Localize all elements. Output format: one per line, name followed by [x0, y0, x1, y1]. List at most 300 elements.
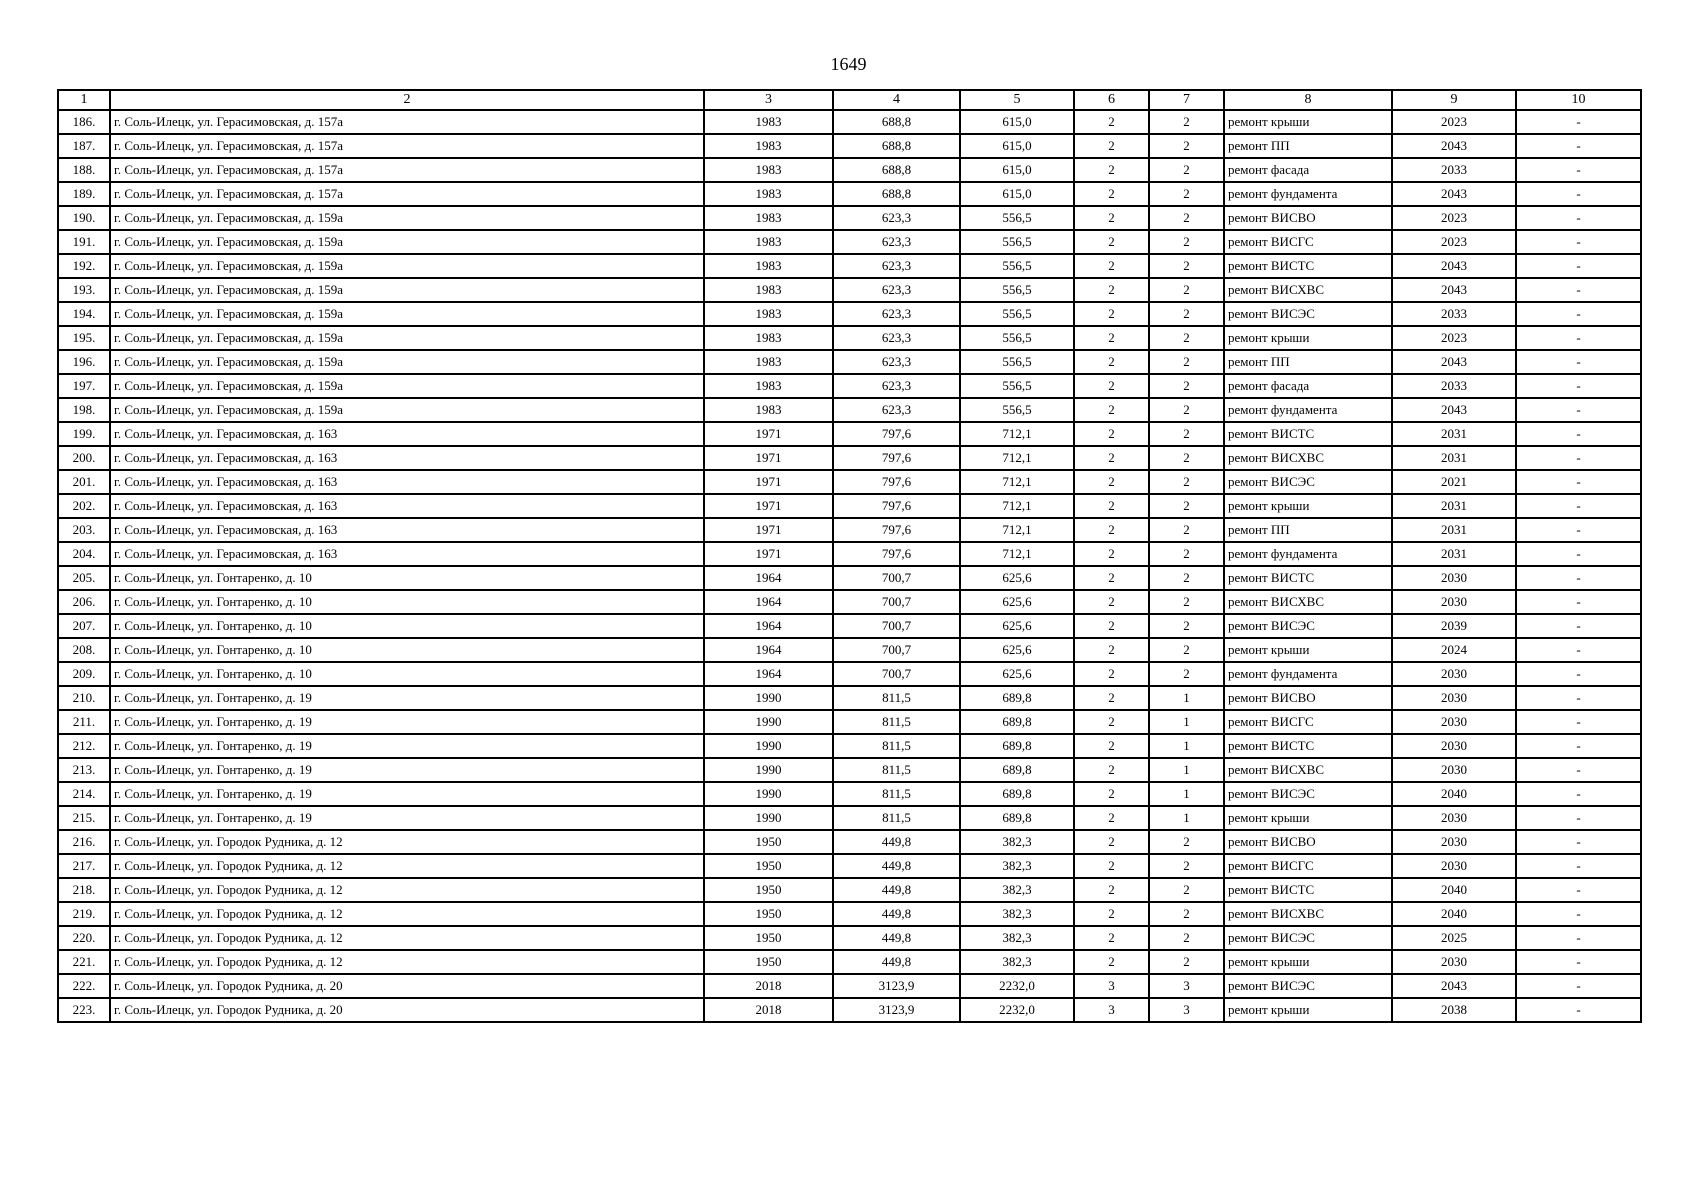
- total-area-cell: 811,5: [833, 710, 960, 734]
- note-cell: -: [1516, 374, 1641, 398]
- row-number-cell: 188.: [58, 158, 110, 182]
- total-area-cell: 688,8: [833, 182, 960, 206]
- table-row: [58, 518, 1641, 542]
- table-row: [58, 134, 1641, 158]
- total-area-cell: 449,8: [833, 950, 960, 974]
- table-row: [58, 782, 1641, 806]
- entrances-cell: 1: [1149, 734, 1224, 758]
- note-cell: -: [1516, 446, 1641, 470]
- planned-year-cell: 2030: [1392, 758, 1516, 782]
- row-number-cell: 198.: [58, 398, 110, 422]
- address-cell: г. Соль-Илецк, ул. Герасимовская, д. 159а: [110, 398, 704, 422]
- address-cell: г. Соль-Илецк, ул. Герасимовская, д. 157а: [110, 182, 704, 206]
- work-type-cell: ремонт фундамента: [1224, 182, 1392, 206]
- living-area-cell: 689,8: [960, 710, 1074, 734]
- floors-cell: 2: [1074, 158, 1149, 182]
- floors-cell: 2: [1074, 542, 1149, 566]
- row-number-cell: 215.: [58, 806, 110, 830]
- living-area-cell: 712,1: [960, 470, 1074, 494]
- row-number-cell: 211.: [58, 710, 110, 734]
- work-type-cell: ремонт фасада: [1224, 374, 1392, 398]
- year-built-cell: 1983: [704, 206, 833, 230]
- table-row: [58, 830, 1641, 854]
- planned-year-cell: 2030: [1392, 686, 1516, 710]
- entrances-cell: 2: [1149, 638, 1224, 662]
- address-cell: г. Соль-Илецк, ул. Городок Рудника, д. 12: [110, 926, 704, 950]
- floors-cell: 2: [1074, 662, 1149, 686]
- address-cell: г. Соль-Илецк, ул. Герасимовская, д. 159а: [110, 326, 704, 350]
- note-cell: -: [1516, 134, 1641, 158]
- address-cell: г. Соль-Илецк, ул. Городок Рудника, д. 12: [110, 902, 704, 926]
- address-cell: г. Соль-Илецк, ул. Герасимовская, д. 159а: [110, 374, 704, 398]
- address-cell: г. Соль-Илецк, ул. Герасимовская, д. 159а: [110, 278, 704, 302]
- living-area-cell: 382,3: [960, 950, 1074, 974]
- note-cell: -: [1516, 998, 1641, 1022]
- note-cell: -: [1516, 206, 1641, 230]
- address-cell: г. Соль-Илецк, ул. Герасимовская, д. 159а: [110, 206, 704, 230]
- floors-cell: 2: [1074, 782, 1149, 806]
- address-cell: г. Соль-Илецк, ул. Герасимовская, д. 163: [110, 494, 704, 518]
- planned-year-cell: 2043: [1392, 350, 1516, 374]
- row-number-cell: 222.: [58, 974, 110, 998]
- row-number-cell: 199.: [58, 422, 110, 446]
- total-area-cell: 700,7: [833, 662, 960, 686]
- floors-cell: 2: [1074, 806, 1149, 830]
- table-row: [58, 422, 1641, 446]
- total-area-cell: 811,5: [833, 758, 960, 782]
- housing-repair-table: [57, 89, 1642, 1023]
- living-area-cell: 382,3: [960, 854, 1074, 878]
- planned-year-cell: 2023: [1392, 206, 1516, 230]
- total-area-cell: 688,8: [833, 110, 960, 134]
- address-cell: г. Соль-Илецк, ул. Герасимовская, д. 163: [110, 446, 704, 470]
- table-row: [58, 662, 1641, 686]
- note-cell: -: [1516, 806, 1641, 830]
- living-area-cell: 556,5: [960, 302, 1074, 326]
- address-cell: г. Соль-Илецк, ул. Герасимовская, д. 159а: [110, 350, 704, 374]
- note-cell: -: [1516, 974, 1641, 998]
- table-row: [58, 254, 1641, 278]
- total-area-cell: 623,3: [833, 326, 960, 350]
- year-built-cell: 1971: [704, 422, 833, 446]
- living-area-cell: 556,5: [960, 278, 1074, 302]
- note-cell: -: [1516, 398, 1641, 422]
- entrances-cell: 1: [1149, 710, 1224, 734]
- year-built-cell: 1990: [704, 710, 833, 734]
- total-area-cell: 797,6: [833, 470, 960, 494]
- note-cell: -: [1516, 182, 1641, 206]
- row-number-cell: 210.: [58, 686, 110, 710]
- floors-cell: 2: [1074, 590, 1149, 614]
- planned-year-cell: 2040: [1392, 782, 1516, 806]
- floors-cell: 2: [1074, 422, 1149, 446]
- floors-cell: 2: [1074, 686, 1149, 710]
- row-number-cell: 193.: [58, 278, 110, 302]
- work-type-cell: ремонт фасада: [1224, 158, 1392, 182]
- total-area-cell: 700,7: [833, 638, 960, 662]
- table-row: [58, 758, 1641, 782]
- work-type-cell: ремонт крыши: [1224, 806, 1392, 830]
- note-cell: -: [1516, 878, 1641, 902]
- work-type-cell: ремонт крыши: [1224, 494, 1392, 518]
- planned-year-cell: 2023: [1392, 110, 1516, 134]
- year-built-cell: 1971: [704, 446, 833, 470]
- column-header: 8: [1224, 90, 1392, 110]
- entrances-cell: 3: [1149, 974, 1224, 998]
- entrances-cell: 2: [1149, 398, 1224, 422]
- address-cell: г. Соль-Илецк, ул. Городок Рудника, д. 12: [110, 950, 704, 974]
- entrances-cell: 2: [1149, 230, 1224, 254]
- living-area-cell: 382,3: [960, 926, 1074, 950]
- living-area-cell: 712,1: [960, 542, 1074, 566]
- address-cell: г. Соль-Илецк, ул. Герасимовская, д. 159а: [110, 254, 704, 278]
- planned-year-cell: 2043: [1392, 254, 1516, 278]
- living-area-cell: 615,0: [960, 182, 1074, 206]
- living-area-cell: 615,0: [960, 158, 1074, 182]
- row-number-cell: 201.: [58, 470, 110, 494]
- year-built-cell: 1990: [704, 806, 833, 830]
- note-cell: -: [1516, 902, 1641, 926]
- year-built-cell: 1964: [704, 662, 833, 686]
- work-type-cell: ремонт ВИСТС: [1224, 422, 1392, 446]
- table-row: [58, 614, 1641, 638]
- address-cell: г. Соль-Илецк, ул. Гонтаренко, д. 19: [110, 686, 704, 710]
- total-area-cell: 623,3: [833, 254, 960, 278]
- entrances-cell: 2: [1149, 422, 1224, 446]
- planned-year-cell: 2031: [1392, 422, 1516, 446]
- planned-year-cell: 2040: [1392, 878, 1516, 902]
- planned-year-cell: 2030: [1392, 710, 1516, 734]
- total-area-cell: 700,7: [833, 614, 960, 638]
- row-number-cell: 212.: [58, 734, 110, 758]
- row-number-cell: 209.: [58, 662, 110, 686]
- entrances-cell: 2: [1149, 518, 1224, 542]
- floors-cell: 2: [1074, 302, 1149, 326]
- row-number-cell: 214.: [58, 782, 110, 806]
- address-cell: г. Соль-Илецк, ул. Герасимовская, д. 163: [110, 518, 704, 542]
- row-number-cell: 218.: [58, 878, 110, 902]
- living-area-cell: 2232,0: [960, 974, 1074, 998]
- living-area-cell: 556,5: [960, 230, 1074, 254]
- note-cell: -: [1516, 326, 1641, 350]
- living-area-cell: 625,6: [960, 638, 1074, 662]
- planned-year-cell: 2030: [1392, 830, 1516, 854]
- table-row: [58, 326, 1641, 350]
- row-number-cell: 186.: [58, 110, 110, 134]
- row-number-cell: 192.: [58, 254, 110, 278]
- floors-cell: 2: [1074, 398, 1149, 422]
- row-number-cell: 217.: [58, 854, 110, 878]
- entrances-cell: 2: [1149, 590, 1224, 614]
- floors-cell: 2: [1074, 494, 1149, 518]
- work-type-cell: ремонт ВИСГС: [1224, 710, 1392, 734]
- year-built-cell: 1983: [704, 326, 833, 350]
- column-number-row: [58, 90, 1641, 110]
- entrances-cell: 2: [1149, 494, 1224, 518]
- year-built-cell: 1983: [704, 398, 833, 422]
- total-area-cell: 700,7: [833, 566, 960, 590]
- living-area-cell: 689,8: [960, 686, 1074, 710]
- note-cell: -: [1516, 278, 1641, 302]
- living-area-cell: 382,3: [960, 878, 1074, 902]
- entrances-cell: 2: [1149, 662, 1224, 686]
- floors-cell: 2: [1074, 326, 1149, 350]
- row-number-cell: 208.: [58, 638, 110, 662]
- note-cell: -: [1516, 422, 1641, 446]
- year-built-cell: 1983: [704, 182, 833, 206]
- row-number-cell: 197.: [58, 374, 110, 398]
- planned-year-cell: 2043: [1392, 974, 1516, 998]
- address-cell: г. Соль-Илецк, ул. Герасимовская, д. 163: [110, 422, 704, 446]
- living-area-cell: 689,8: [960, 782, 1074, 806]
- planned-year-cell: 2030: [1392, 950, 1516, 974]
- total-area-cell: 623,3: [833, 374, 960, 398]
- entrances-cell: 2: [1149, 446, 1224, 470]
- total-area-cell: 797,6: [833, 422, 960, 446]
- work-type-cell: ремонт ВИСГС: [1224, 854, 1392, 878]
- column-header: 5: [960, 90, 1074, 110]
- planned-year-cell: 2039: [1392, 614, 1516, 638]
- entrances-cell: 2: [1149, 902, 1224, 926]
- planned-year-cell: 2033: [1392, 374, 1516, 398]
- floors-cell: 2: [1074, 278, 1149, 302]
- year-built-cell: 1983: [704, 230, 833, 254]
- total-area-cell: 623,3: [833, 302, 960, 326]
- table-row: [58, 182, 1641, 206]
- table-row: [58, 734, 1641, 758]
- living-area-cell: 689,8: [960, 806, 1074, 830]
- note-cell: -: [1516, 662, 1641, 686]
- living-area-cell: 625,6: [960, 614, 1074, 638]
- work-type-cell: ремонт ВИСВО: [1224, 830, 1392, 854]
- total-area-cell: 797,6: [833, 518, 960, 542]
- row-number-cell: 204.: [58, 542, 110, 566]
- work-type-cell: ремонт ВИСЭС: [1224, 470, 1392, 494]
- planned-year-cell: 2043: [1392, 182, 1516, 206]
- year-built-cell: 1983: [704, 374, 833, 398]
- total-area-cell: 811,5: [833, 806, 960, 830]
- planned-year-cell: 2040: [1392, 902, 1516, 926]
- table-row: [58, 494, 1641, 518]
- planned-year-cell: 2023: [1392, 230, 1516, 254]
- address-cell: г. Соль-Илецк, ул. Герасимовская, д. 159а: [110, 230, 704, 254]
- note-cell: -: [1516, 542, 1641, 566]
- floors-cell: 2: [1074, 854, 1149, 878]
- work-type-cell: ремонт крыши: [1224, 950, 1392, 974]
- total-area-cell: 797,6: [833, 446, 960, 470]
- table-row: [58, 350, 1641, 374]
- row-number-cell: 220.: [58, 926, 110, 950]
- entrances-cell: 1: [1149, 782, 1224, 806]
- planned-year-cell: 2038: [1392, 998, 1516, 1022]
- work-type-cell: ремонт ВИСЭС: [1224, 926, 1392, 950]
- year-built-cell: 1983: [704, 278, 833, 302]
- note-cell: -: [1516, 494, 1641, 518]
- year-built-cell: 1971: [704, 470, 833, 494]
- planned-year-cell: 2043: [1392, 134, 1516, 158]
- entrances-cell: 2: [1149, 110, 1224, 134]
- planned-year-cell: 2033: [1392, 158, 1516, 182]
- note-cell: -: [1516, 830, 1641, 854]
- row-number-cell: 221.: [58, 950, 110, 974]
- entrances-cell: 2: [1149, 278, 1224, 302]
- total-area-cell: 623,3: [833, 398, 960, 422]
- total-area-cell: 449,8: [833, 878, 960, 902]
- total-area-cell: 811,5: [833, 782, 960, 806]
- total-area-cell: 797,6: [833, 542, 960, 566]
- work-type-cell: ремонт ВИСТС: [1224, 254, 1392, 278]
- year-built-cell: 1964: [704, 614, 833, 638]
- table-row: [58, 638, 1641, 662]
- address-cell: г. Соль-Илецк, ул. Герасимовская, д. 157а: [110, 158, 704, 182]
- planned-year-cell: 2025: [1392, 926, 1516, 950]
- note-cell: -: [1516, 158, 1641, 182]
- address-cell: г. Соль-Илецк, ул. Герасимовская, д. 157а: [110, 110, 704, 134]
- table-row: [58, 542, 1641, 566]
- row-number-cell: 200.: [58, 446, 110, 470]
- year-built-cell: 1983: [704, 302, 833, 326]
- year-built-cell: 1950: [704, 950, 833, 974]
- floors-cell: 2: [1074, 878, 1149, 902]
- entrances-cell: 2: [1149, 134, 1224, 158]
- row-number-cell: 213.: [58, 758, 110, 782]
- table-row: [58, 902, 1641, 926]
- table-row: [58, 278, 1641, 302]
- address-cell: г. Соль-Илецк, ул. Городок Рудника, д. 12: [110, 854, 704, 878]
- page-number: 1649: [830, 54, 867, 74]
- planned-year-cell: 2031: [1392, 446, 1516, 470]
- work-type-cell: ремонт ВИСХВС: [1224, 902, 1392, 926]
- year-built-cell: 1964: [704, 590, 833, 614]
- floors-cell: 2: [1074, 182, 1149, 206]
- total-area-cell: 623,3: [833, 230, 960, 254]
- floors-cell: 2: [1074, 518, 1149, 542]
- note-cell: -: [1516, 350, 1641, 374]
- entrances-cell: 2: [1149, 614, 1224, 638]
- living-area-cell: 712,1: [960, 518, 1074, 542]
- planned-year-cell: 2030: [1392, 806, 1516, 830]
- floors-cell: 2: [1074, 374, 1149, 398]
- address-cell: г. Соль-Илецк, ул. Гонтаренко, д. 19: [110, 710, 704, 734]
- note-cell: -: [1516, 710, 1641, 734]
- total-area-cell: 449,8: [833, 830, 960, 854]
- table-body: [58, 110, 1641, 1022]
- note-cell: -: [1516, 470, 1641, 494]
- table-row: [58, 974, 1641, 998]
- floors-cell: 2: [1074, 950, 1149, 974]
- year-built-cell: 1990: [704, 734, 833, 758]
- planned-year-cell: 2030: [1392, 734, 1516, 758]
- floors-cell: 2: [1074, 926, 1149, 950]
- note-cell: -: [1516, 950, 1641, 974]
- living-area-cell: 615,0: [960, 110, 1074, 134]
- year-built-cell: 1983: [704, 134, 833, 158]
- row-number-cell: 189.: [58, 182, 110, 206]
- living-area-cell: 556,5: [960, 326, 1074, 350]
- year-built-cell: 1950: [704, 926, 833, 950]
- floors-cell: 3: [1074, 998, 1149, 1022]
- living-area-cell: 712,1: [960, 446, 1074, 470]
- work-type-cell: ремонт ВИСГС: [1224, 230, 1392, 254]
- column-header: 1: [58, 90, 110, 110]
- total-area-cell: 623,3: [833, 278, 960, 302]
- table-row: [58, 950, 1641, 974]
- entrances-cell: 2: [1149, 470, 1224, 494]
- floors-cell: 2: [1074, 110, 1149, 134]
- year-built-cell: 1950: [704, 878, 833, 902]
- entrances-cell: 1: [1149, 758, 1224, 782]
- address-cell: г. Соль-Илецк, ул. Гонтаренко, д. 19: [110, 758, 704, 782]
- total-area-cell: 811,5: [833, 734, 960, 758]
- row-number-cell: 219.: [58, 902, 110, 926]
- floors-cell: 2: [1074, 902, 1149, 926]
- entrances-cell: 2: [1149, 302, 1224, 326]
- row-number-cell: 187.: [58, 134, 110, 158]
- entrances-cell: 2: [1149, 878, 1224, 902]
- year-built-cell: 1983: [704, 110, 833, 134]
- year-built-cell: 1983: [704, 158, 833, 182]
- address-cell: г. Соль-Илецк, ул. Гонтаренко, д. 10: [110, 614, 704, 638]
- planned-year-cell: 2021: [1392, 470, 1516, 494]
- address-cell: г. Соль-Илецк, ул. Гонтаренко, д. 19: [110, 734, 704, 758]
- planned-year-cell: 2024: [1392, 638, 1516, 662]
- note-cell: -: [1516, 854, 1641, 878]
- living-area-cell: 556,5: [960, 398, 1074, 422]
- note-cell: -: [1516, 734, 1641, 758]
- year-built-cell: 2018: [704, 974, 833, 998]
- work-type-cell: ремонт ВИСЭС: [1224, 974, 1392, 998]
- year-built-cell: 1950: [704, 830, 833, 854]
- living-area-cell: 556,5: [960, 374, 1074, 398]
- work-type-cell: ремонт крыши: [1224, 326, 1392, 350]
- work-type-cell: ремонт крыши: [1224, 998, 1392, 1022]
- floors-cell: 2: [1074, 134, 1149, 158]
- column-header: 7: [1149, 90, 1224, 110]
- work-type-cell: ремонт ПП: [1224, 350, 1392, 374]
- year-built-cell: 1971: [704, 518, 833, 542]
- year-built-cell: 1990: [704, 758, 833, 782]
- living-area-cell: 712,1: [960, 422, 1074, 446]
- table-row: [58, 206, 1641, 230]
- table-row: [58, 446, 1641, 470]
- total-area-cell: 449,8: [833, 902, 960, 926]
- column-header: 10: [1516, 90, 1641, 110]
- entrances-cell: 2: [1149, 254, 1224, 278]
- work-type-cell: ремонт фундамента: [1224, 662, 1392, 686]
- living-area-cell: 625,6: [960, 590, 1074, 614]
- planned-year-cell: 2030: [1392, 566, 1516, 590]
- work-type-cell: ремонт ВИСЭС: [1224, 302, 1392, 326]
- living-area-cell: 382,3: [960, 830, 1074, 854]
- work-type-cell: ремонт ВИСТС: [1224, 878, 1392, 902]
- note-cell: -: [1516, 566, 1641, 590]
- address-cell: г. Соль-Илецк, ул. Городок Рудника, д. 20: [110, 974, 704, 998]
- floors-cell: 2: [1074, 350, 1149, 374]
- total-area-cell: 449,8: [833, 926, 960, 950]
- table-row: [58, 398, 1641, 422]
- floors-cell: 2: [1074, 638, 1149, 662]
- total-area-cell: 688,8: [833, 158, 960, 182]
- note-cell: -: [1516, 590, 1641, 614]
- row-number-cell: 196.: [58, 350, 110, 374]
- work-type-cell: ремонт ВИСТС: [1224, 566, 1392, 590]
- work-type-cell: ремонт ПП: [1224, 134, 1392, 158]
- note-cell: -: [1516, 686, 1641, 710]
- column-header: 9: [1392, 90, 1516, 110]
- entrances-cell: 1: [1149, 806, 1224, 830]
- planned-year-cell: 2031: [1392, 494, 1516, 518]
- row-number-cell: 191.: [58, 230, 110, 254]
